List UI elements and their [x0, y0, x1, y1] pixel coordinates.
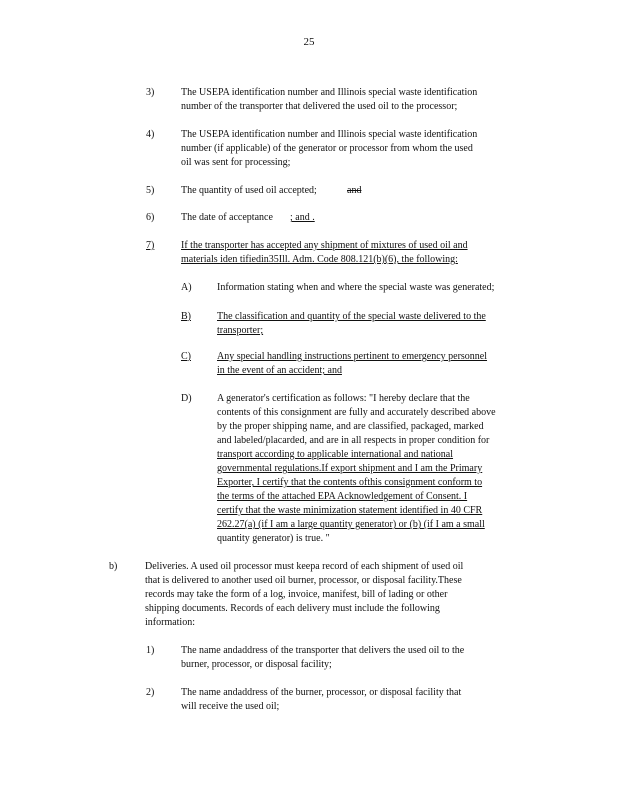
item-text-line: will receive the used oil;	[181, 701, 280, 712]
item-marker: 2)	[146, 687, 155, 698]
item-marker: 1)	[146, 645, 155, 656]
item-text-line: burner, processor, or disposal facility;	[181, 659, 332, 670]
subitem-marker: A)	[181, 282, 192, 293]
subitem-text-line: in the event of an accident; and	[217, 365, 342, 376]
section-marker: b)	[109, 561, 118, 572]
item-marker: 7)	[146, 240, 155, 251]
subitem-text-line: the terms of the attached EPA Acknowledgement of Consent. I	[217, 491, 468, 502]
subitem-text-line: Any special handling instructions pertinent to emergency personnel	[217, 351, 488, 362]
section-text-line: Deliveries. A used oil processor must keepa record of each shipment of used oil	[145, 561, 464, 572]
subitem-marker: B)	[181, 311, 191, 322]
section-text-line: information:	[145, 617, 195, 628]
subitem-text-line: The classification and quantity of the special waste delivered to the	[217, 311, 486, 322]
item-text-line: If the transporter has accepted any shipment of mixtures of used oil and	[181, 240, 468, 251]
added-text: ; and .	[290, 212, 315, 223]
subitem-text-line: contents of this consignment are fully and accurately described above	[217, 407, 496, 418]
subitem-text-line: governmental regulations.If export shipment and I am the Primary	[217, 463, 483, 474]
subitem-text-line: Exporter, I certify that the contents ofthis consignment conform to	[217, 477, 483, 488]
item-text-line: The USEPA identification number and Illinois special waste identification	[181, 129, 478, 140]
item-marker: 3)	[146, 87, 155, 98]
item-text-line: The name andaddress of the transporter that delivers the used oil to the	[181, 645, 465, 656]
section-text-line: records may take the form of a log, invoice, manifest, bill of lading or other	[145, 589, 448, 600]
subitem-text-line: by the proper shipping name, and are classified, packaged, marked	[217, 421, 484, 432]
item-text-line: materials iden tifiedin35Ill. Adm. Code 808.121(b)(6), the following:	[181, 254, 458, 265]
item-marker: 6)	[146, 212, 155, 223]
subitem-text-line: certify that the waste minimization statement identified in 40 CFR	[217, 505, 483, 516]
subitem-text-line: and labeled/placarded, and are in all respects in proper condition for	[217, 435, 490, 446]
struck-text: and	[347, 185, 362, 196]
section-text-line: that is delivered to another used oil burner, processor, or disposal facility.These	[145, 575, 462, 586]
subitem-text-line: 262.27(a) (if I am a large quantity generator) or (b) (if I am a small	[217, 519, 485, 530]
subitem-marker: C)	[181, 351, 191, 362]
item-marker: 5)	[146, 185, 155, 196]
subitem-text-line: transport according to applicable international and national	[217, 449, 454, 460]
item-text-line: number (if applicable) of the generator or processor from whom the used	[181, 143, 473, 154]
subitem-text-line: transporter;	[217, 325, 264, 336]
subitem-text-line: Information stating when and where the special waste was generated;	[217, 282, 495, 293]
item-text-line: The USEPA identification number and Illinois special waste identification	[181, 87, 478, 98]
section-text-line: shipping documents. Records of each delivery must include the following	[145, 603, 440, 614]
subitem-marker: D)	[181, 393, 192, 404]
item-marker: 4)	[146, 129, 155, 140]
item-text-line: The date of acceptance	[181, 212, 273, 223]
item-text-line: The name andaddress of the burner, processor, or disposal facility that	[181, 687, 462, 698]
page-number: 25	[303, 36, 315, 48]
item-text-line: number of the transporter that delivered the used oil to the processor;	[181, 101, 458, 112]
subitem-text-line: quantity generator) is true. "	[217, 533, 330, 544]
item-text-line: oil was sent for processing;	[181, 157, 291, 168]
item-text-line: The quantity of used oil accepted;	[181, 185, 317, 196]
subitem-text-line: A generator's certification as follows: "I hereby declare that the	[217, 393, 470, 404]
